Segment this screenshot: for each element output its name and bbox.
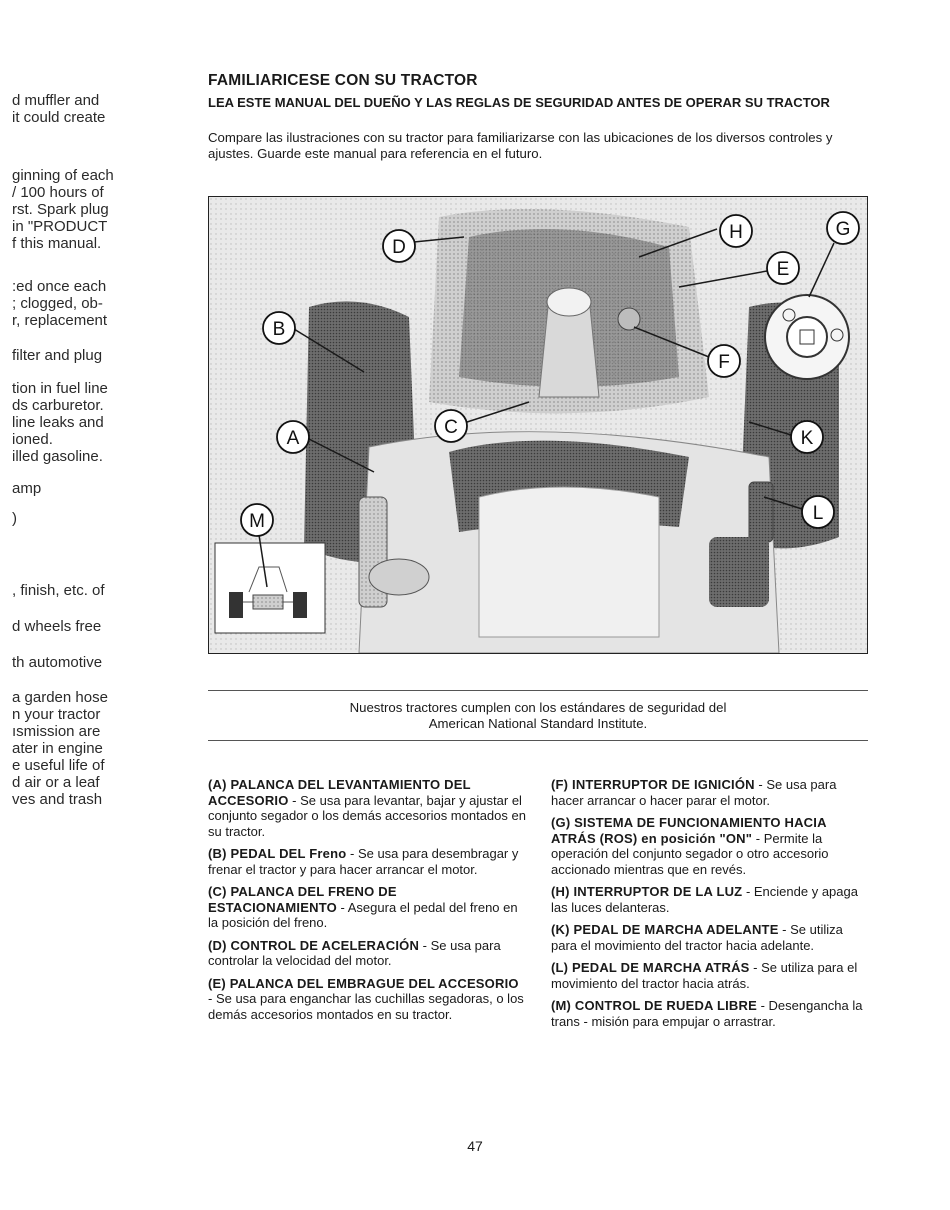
callout-b xyxy=(263,312,295,344)
control-desc: - Se usa para enganchar las cuchillas segadoras, o los demás accesorios montados en su tractor. xyxy=(208,991,524,1022)
margin-line: d air or a leaf xyxy=(12,774,100,791)
margin-line: filter and plug xyxy=(12,347,103,364)
margin-line: ; clogged, ob- xyxy=(12,295,103,312)
control-term: (B) PEDAL DEL Freno xyxy=(208,846,347,861)
margin-line: ginning of each xyxy=(12,167,114,184)
svg-text:K: K xyxy=(800,428,814,449)
page-number: 47 xyxy=(467,1138,483,1154)
divider xyxy=(208,740,868,741)
margin-line: amp xyxy=(12,480,42,497)
control-item xyxy=(551,777,869,808)
control-term: (D) CONTROL DE ACELERACIÓN xyxy=(208,937,420,953)
control-item xyxy=(208,846,526,877)
svg-text:H: H xyxy=(729,222,743,243)
svg-text:M: M xyxy=(249,511,265,532)
margin-line: ) xyxy=(12,510,17,527)
control-desc: - Se usa para hacer arrancar o hacer parar el motor. xyxy=(551,777,837,808)
control-desc: - Se usa para desembragar y frenar el tractor y para hacer arrancar el motor. xyxy=(208,846,519,877)
tractor-controls-figure xyxy=(208,196,868,654)
control-term: (A) PALANCA DEL LEVANTAMIENTO DEL ACCESORIO xyxy=(208,777,471,808)
margin-line: th automotive xyxy=(12,654,103,671)
control-desc: - Permite la operación del conjunto segador o otro accesorio accionado mientras que en revés. xyxy=(551,830,829,877)
divider xyxy=(208,690,868,691)
svg-text:C: C xyxy=(444,417,458,438)
margin-line: ves and trash xyxy=(12,791,103,808)
caption-line-1: Nuestros tractores cumplen con los estándares de seguridad del xyxy=(349,700,727,715)
margin-line: ısmission are xyxy=(12,723,101,740)
margin-line: tion in fuel line xyxy=(12,380,108,397)
control-desc: - Se utiliza para el movimiento del tractor hacia atrás. xyxy=(551,960,858,991)
callout-e xyxy=(767,252,799,284)
control-desc: - Enciende y apaga las luces delanteras. xyxy=(551,884,858,915)
controls-list-left xyxy=(208,777,526,1029)
margin-line: r, replacement xyxy=(12,312,108,329)
section-title: FAMILIARICESE CON SU TRACTOR xyxy=(208,72,478,89)
callout-d xyxy=(383,230,415,262)
control-desc: - Asegura el pedal del freno en la posición del freno. xyxy=(208,899,518,930)
margin-line: in "PRODUCT xyxy=(12,218,108,235)
svg-text:B: B xyxy=(272,319,286,340)
control-desc: - Desengancha la trans - misión para empujar o arrastrar. xyxy=(551,998,863,1029)
svg-text:L: L xyxy=(812,503,824,524)
margin-line: e useful life of xyxy=(12,757,105,774)
tractor-illustration xyxy=(209,197,867,653)
control-term: (L) PEDAL DE MARCHA ATRÁS xyxy=(551,960,750,975)
control-item xyxy=(551,998,869,1029)
intro-paragraph: Compare las ilustraciones con su tractor para familiarizarse con las ubicaciones de los diversos controles y ajustes. Guarde este manual para referencia en el futuro. xyxy=(208,130,833,161)
control-term: (E) PALANCA DEL EMBRAGUE DEL ACCESORIO xyxy=(208,975,519,991)
margin-line: a garden hose xyxy=(12,689,108,706)
callout-c xyxy=(435,410,467,442)
margin-line: / 100 hours of xyxy=(12,184,104,201)
callout-m xyxy=(241,504,273,536)
svg-text:F: F xyxy=(718,352,730,373)
control-desc: - Se usa para levantar, bajar y ajustar el conjunto segador o los demás accesorios montados en su tractor. xyxy=(208,792,526,839)
controls-list-right xyxy=(551,777,869,1036)
control-desc: - Se utiliza para el movimiento del tractor hacia adelante. xyxy=(551,922,843,953)
margin-line: :ed once each xyxy=(12,278,107,295)
svg-text:A: A xyxy=(286,428,300,449)
margin-line: , finish, etc. of xyxy=(12,582,105,599)
control-term: (M) CONTROL DE RUEDA LIBRE xyxy=(551,998,757,1013)
margin-line: ater in engine xyxy=(12,740,103,757)
control-item xyxy=(551,884,869,915)
margin-line: ioned. xyxy=(12,431,53,448)
section-subtitle: LEA ESTE MANUAL DEL DUEÑO Y LAS REGLAS DE SEGURIDAD ANTES DE OPERAR SU TRACTOR xyxy=(208,95,830,110)
callout-k xyxy=(791,421,823,453)
control-item xyxy=(208,976,526,1023)
margin-line: rst. Spark plug xyxy=(12,201,109,218)
callout-h xyxy=(720,215,752,247)
svg-text:E: E xyxy=(776,259,790,280)
margin-line: it could create xyxy=(12,109,106,126)
control-item xyxy=(551,815,869,877)
margin-line: ds carburetor. xyxy=(12,397,104,414)
control-item xyxy=(208,777,526,839)
control-item xyxy=(208,938,526,969)
margin-line: n your tractor xyxy=(12,706,101,723)
control-term: (G) SISTEMA DE FUNCIONAMIENTO HACIA ATRÁS (ROS) en posición "ON" xyxy=(551,815,827,846)
svg-text:D: D xyxy=(392,237,406,258)
control-term: (F) INTERRUPTOR DE IGNICIÓN xyxy=(551,777,755,792)
control-desc: - Se usa para controlar la velocidad del motor. xyxy=(208,937,501,968)
control-term: (C) PALANCA DEL FRENO DE ESTACIONAMIENTO xyxy=(208,884,397,915)
callout-g xyxy=(827,212,859,244)
control-item xyxy=(551,922,869,953)
control-item xyxy=(208,884,526,931)
margin-line: d wheels free xyxy=(12,618,102,635)
standards-caption xyxy=(208,700,868,732)
callout-l xyxy=(802,496,834,528)
margin-line: f this manual. xyxy=(12,235,102,252)
margin-line: line leaks and xyxy=(12,414,104,431)
control-term: (H) INTERRUPTOR DE LA LUZ xyxy=(551,884,743,899)
margin-line: d muffler and xyxy=(12,92,100,109)
callout-f xyxy=(708,345,740,377)
callout-a xyxy=(277,421,309,453)
caption-line-2: American National Standard Institute. xyxy=(428,716,648,731)
control-item xyxy=(551,960,869,991)
margin-line: illed gasoline. xyxy=(12,448,103,465)
svg-text:G: G xyxy=(835,219,851,240)
control-term: (K) PEDAL DE MARCHA ADELANTE xyxy=(551,922,779,937)
